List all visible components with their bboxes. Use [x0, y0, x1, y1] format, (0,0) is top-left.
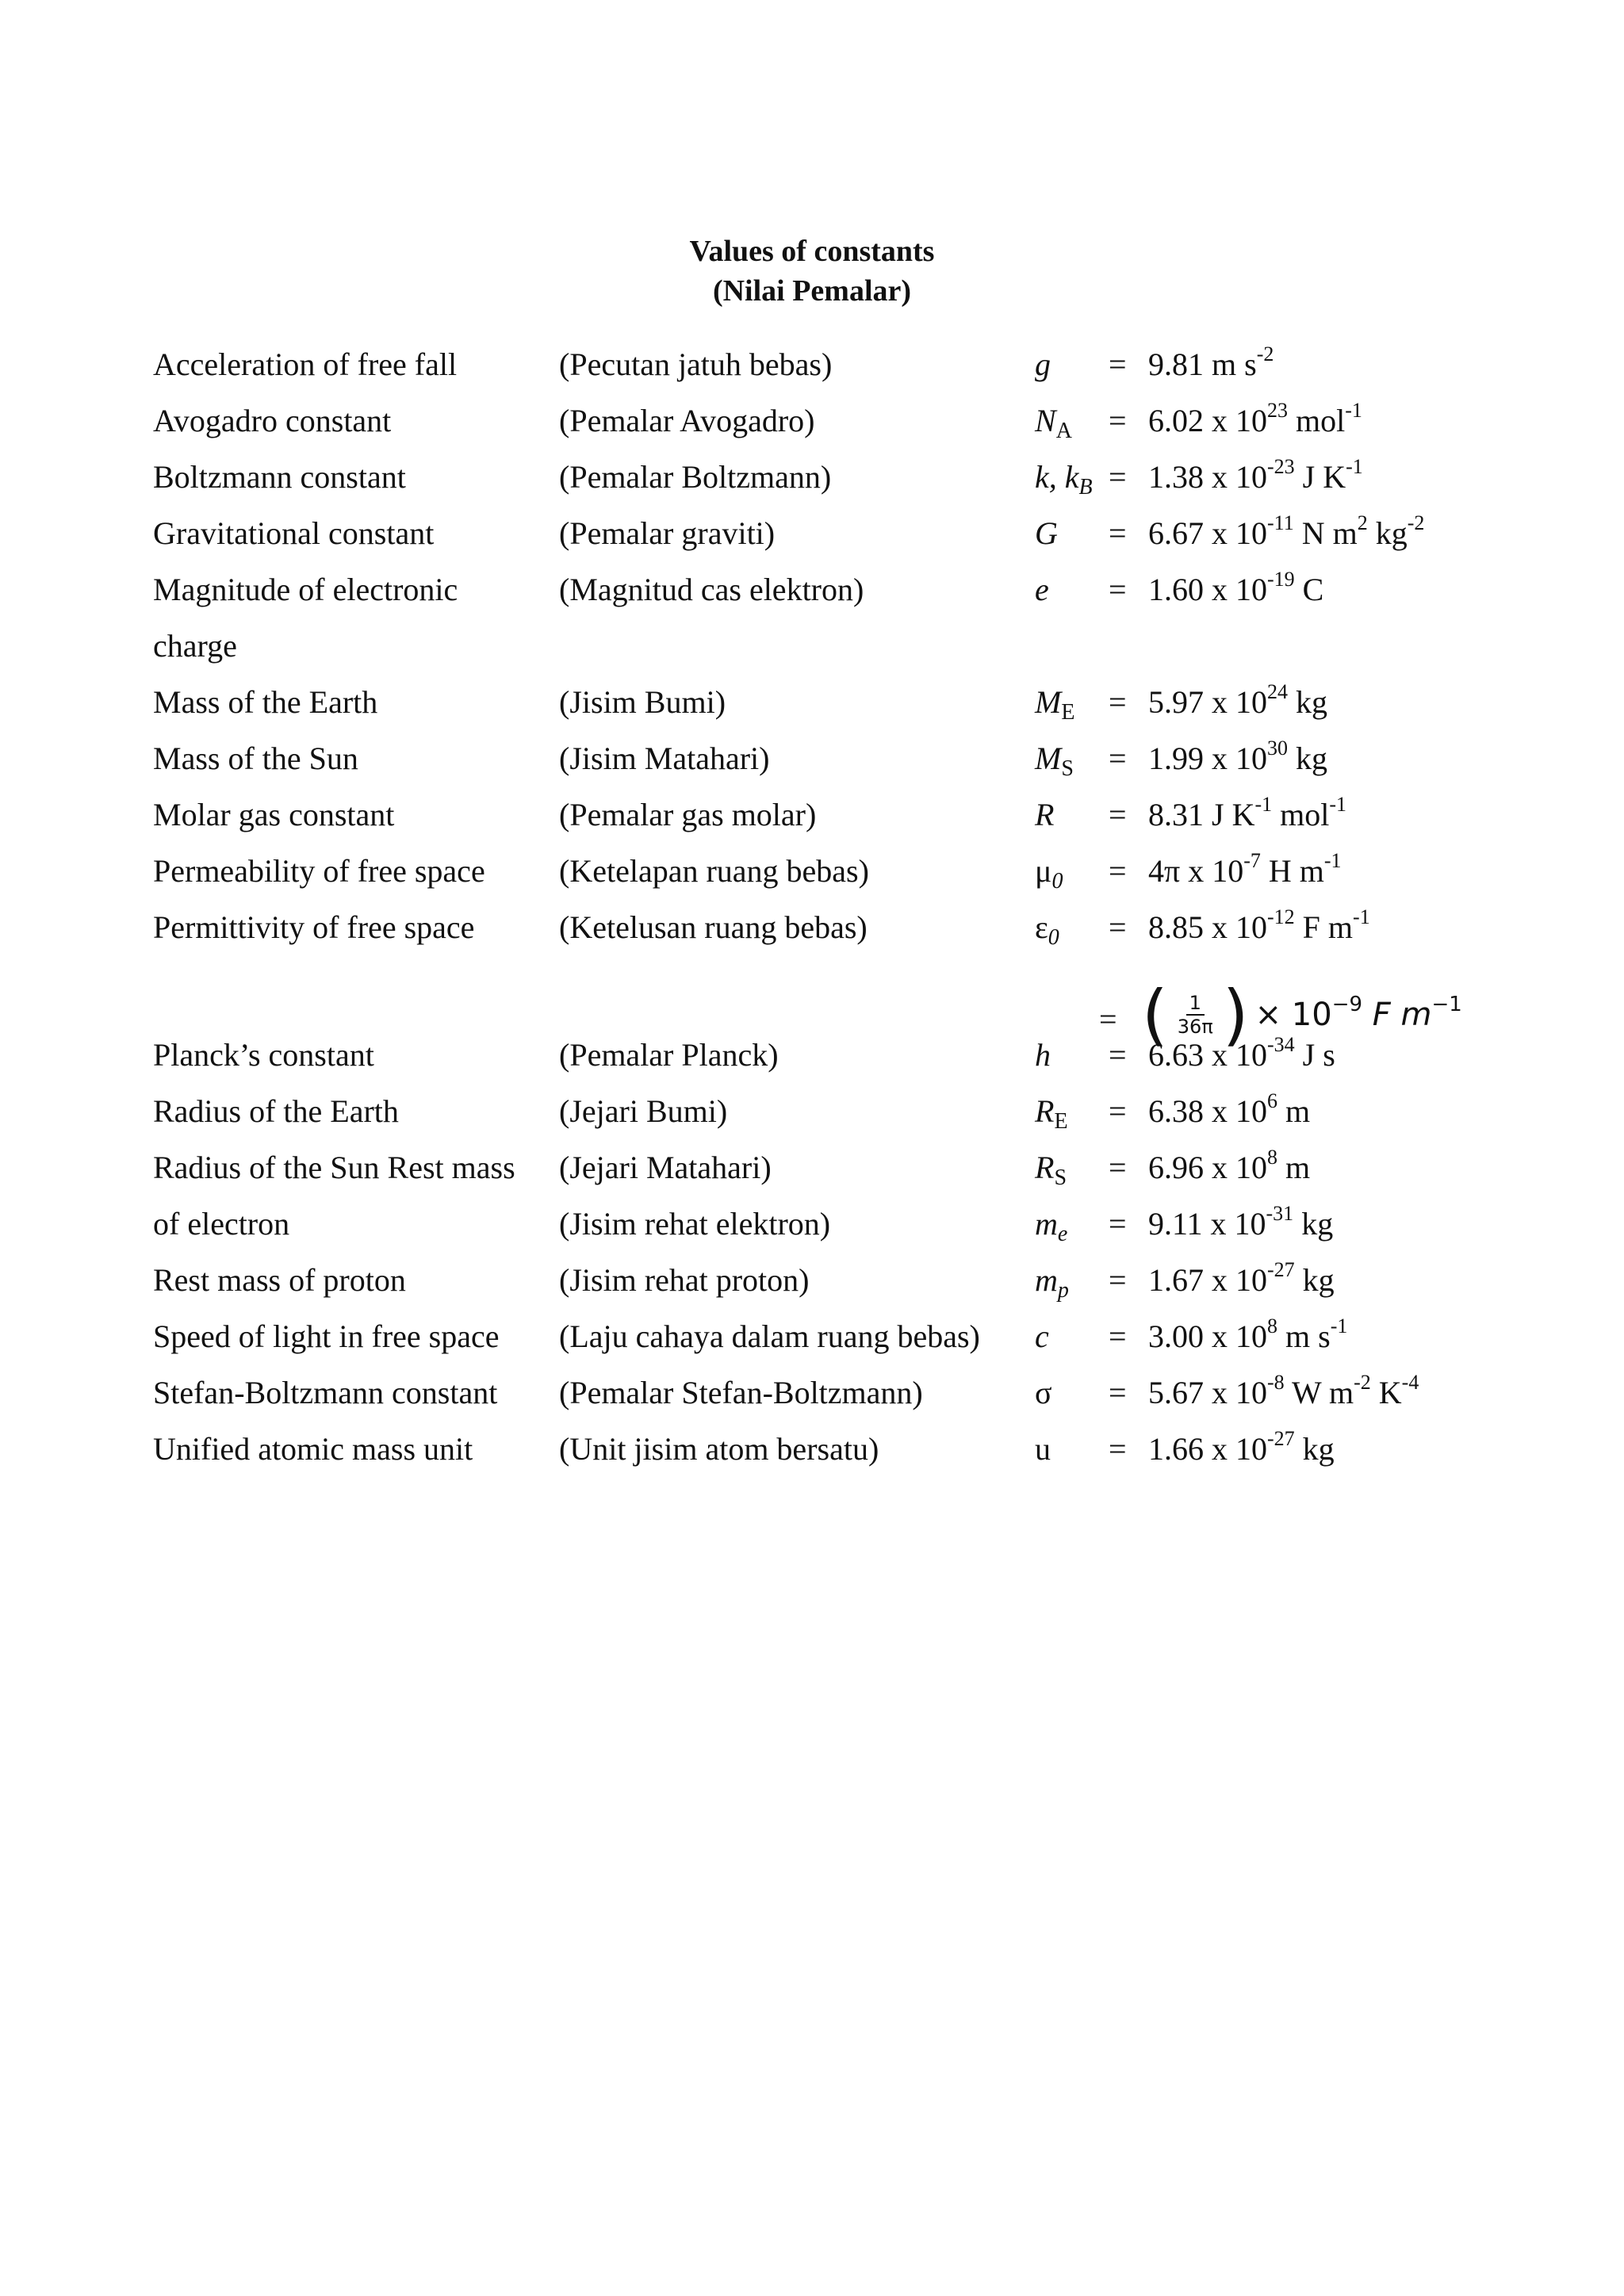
constant-symbol	[1035, 397, 1072, 445]
value-tail: kg	[1288, 684, 1327, 720]
value-exp: 24	[1267, 680, 1288, 703]
constant-value	[1148, 791, 1346, 839]
table-row	[0, 622, 1624, 679]
constant-name-en: Molar gas constant	[153, 797, 395, 832]
constant-symbol	[1035, 848, 1063, 895]
equals-sign: =	[1109, 853, 1127, 889]
symbol-text: m	[1035, 1262, 1058, 1298]
value-tail: C	[1294, 572, 1324, 607]
constant-value	[1148, 510, 1424, 557]
constant-name-en: Radius of the Earth	[153, 1093, 399, 1129]
value-tail: m s	[1277, 1318, 1331, 1354]
symbol-subscript: S	[1061, 756, 1074, 781]
constant-name-en: Magnitude of electronic	[153, 572, 458, 607]
symbol-text: ε	[1035, 909, 1048, 945]
table-row	[0, 735, 1624, 791]
value-exp: -7	[1243, 849, 1261, 872]
symbol-subscript: E	[1054, 1109, 1068, 1134]
equals-sign: =	[1109, 1318, 1127, 1354]
value-tail: kg	[1288, 740, 1327, 776]
equals-sign: =	[1109, 684, 1127, 720]
constant-name-ms: (Pemalar Stefan-Boltzmann)	[559, 1375, 923, 1410]
symbol-subscript: 0	[1048, 925, 1059, 950]
value-mant: 1.67 x 10	[1148, 1262, 1267, 1298]
constant-name-en: Planck’s constant	[153, 1037, 374, 1073]
constant-name-en: of electron	[153, 1206, 290, 1242]
constant-symbol	[1035, 1425, 1051, 1473]
value-mant: 6.63 x 10	[1148, 1037, 1267, 1073]
constant-symbol	[1035, 735, 1074, 783]
constant-symbol	[1035, 1313, 1049, 1360]
constant-symbol	[1035, 679, 1074, 726]
constant-symbol	[1035, 791, 1054, 839]
constant-name-ms: (Jisim Matahari)	[559, 740, 770, 776]
constant-value	[1148, 1257, 1335, 1304]
constant-name-en: Speed of light in free space	[153, 1318, 500, 1354]
constant-value	[1148, 1425, 1335, 1473]
constant-name-en: Boltzmann constant	[153, 459, 406, 495]
constant-symbol	[1035, 341, 1051, 388]
page-title: Values of constants	[689, 235, 935, 268]
equals-sign: =	[1109, 1093, 1127, 1129]
equals-sign: =	[1109, 403, 1127, 438]
table-row	[0, 1144, 1624, 1200]
symbol-text: G	[1035, 515, 1058, 551]
page-subtitle: (Nilai Pemalar)	[712, 274, 912, 308]
symbol-subscript: p	[1057, 1278, 1069, 1303]
constant-symbol	[1035, 510, 1058, 557]
constant-name-ms: (Laju cahaya dalam ruang bebas)	[559, 1318, 980, 1354]
value-exp: 30	[1267, 737, 1288, 760]
table-row	[0, 1200, 1624, 1257]
symbol-text: c	[1035, 1318, 1049, 1354]
equals-sign: =	[1109, 797, 1127, 832]
symbol-text: σ	[1035, 1375, 1052, 1410]
value-tail: H m	[1260, 853, 1324, 889]
constant-value	[1148, 735, 1327, 783]
equals-sign: =	[1109, 1206, 1127, 1242]
value-exp2: -1	[1329, 793, 1347, 816]
constant-name-ms: (Jisim rehat elektron)	[559, 1206, 831, 1242]
constant-symbol	[1035, 1257, 1069, 1304]
equals-sign: =	[1109, 572, 1127, 607]
value-exp: -19	[1267, 568, 1295, 591]
symbol-text: μ	[1035, 853, 1052, 889]
permittivity-alt-formula	[1142, 976, 1462, 1054]
value-exp2: -1	[1346, 455, 1363, 478]
constant-name-en: Stefan-Boltzmann constant	[153, 1375, 498, 1410]
formula-rest: × $10^{-9}$ F $m^{-1}$	[1254, 993, 1462, 1033]
value-tail: J K	[1294, 459, 1346, 495]
symbol-text: k, k	[1035, 459, 1079, 495]
value-exp: -31	[1266, 1202, 1294, 1225]
value-exp: -1	[1254, 793, 1273, 816]
value-mant: 8.31 J K	[1148, 797, 1255, 832]
value-tail: J s	[1294, 1037, 1335, 1073]
value-mant: 6.38 x 10	[1148, 1093, 1267, 1129]
value-exp2: -1	[1345, 399, 1362, 422]
constant-value	[1148, 848, 1342, 895]
symbol-text: N	[1035, 403, 1056, 438]
constant-value	[1148, 904, 1370, 951]
table-row	[0, 510, 1624, 566]
value-exp: -2	[1256, 342, 1274, 365]
constant-name-ms: (Jejari Matahari)	[559, 1150, 772, 1185]
symbol-text: m	[1035, 1206, 1058, 1242]
constant-name-ms: (Ketelusan ruang bebas)	[559, 909, 868, 945]
value-mant: 1.99 x 10	[1148, 740, 1267, 776]
equals-sign: =	[1109, 1150, 1127, 1185]
symbol-text: g	[1035, 346, 1051, 382]
value-tail: m	[1277, 1093, 1311, 1129]
constant-name-ms: (Pemalar Planck)	[559, 1037, 779, 1073]
value-tail: N m	[1293, 515, 1358, 551]
symbol-text: R	[1035, 1093, 1055, 1129]
value-exp: 6	[1267, 1089, 1277, 1112]
value-exp: 8	[1267, 1146, 1277, 1169]
constant-name-ms: (Pemalar Boltzmann)	[559, 459, 832, 495]
title-block	[0, 232, 1624, 311]
equals-sign: =	[1109, 1431, 1127, 1467]
symbol-subscript: A	[1055, 419, 1072, 443]
constant-name-en: Mass of the Earth	[153, 684, 378, 720]
table-row	[0, 566, 1624, 622]
constant-name-ms: (Jisim Bumi)	[559, 684, 726, 720]
constant-value	[1148, 679, 1327, 726]
symbol-subscript: E	[1061, 700, 1075, 725]
constant-name-en: Gravitational constant	[153, 515, 435, 551]
constant-symbol	[1035, 566, 1049, 614]
value-tail2: kg	[1367, 515, 1408, 551]
value-exp2: -2	[1354, 1371, 1371, 1394]
value-exp: -27	[1267, 1258, 1295, 1281]
equals-sign: =	[1109, 740, 1127, 776]
equals-sign: =	[1109, 1262, 1127, 1298]
fraction	[1174, 992, 1216, 1038]
constant-value	[1148, 453, 1363, 501]
constant-name-en: Permeability of free space	[153, 853, 485, 889]
value-tail: mol	[1288, 403, 1346, 438]
symbol-text: M	[1035, 684, 1062, 720]
value-exp2: 2	[1357, 511, 1368, 534]
constant-value	[1148, 566, 1323, 614]
table-row	[0, 1313, 1624, 1369]
constant-name-en: Radius of the Sun Rest mass	[153, 1150, 515, 1185]
constant-symbol	[1035, 1200, 1067, 1248]
equals-sign: =	[1109, 1375, 1127, 1410]
value-exp: -12	[1267, 905, 1295, 928]
table-row	[0, 1425, 1624, 1482]
value-tail: mol	[1272, 797, 1330, 832]
value-exp: -34	[1267, 1033, 1295, 1056]
right-paren: )	[1222, 976, 1249, 1054]
constant-value	[1148, 1144, 1310, 1192]
value-exp3: -2	[1407, 511, 1425, 534]
constant-name-ms: (Pemalar gas molar)	[559, 797, 817, 832]
value-tail2: K	[1370, 1375, 1402, 1410]
value-mant: 6.02 x 10	[1148, 403, 1267, 438]
table-row	[0, 791, 1624, 848]
value-mant: 8.85 x 10	[1148, 909, 1267, 945]
value-mant: 1.66 x 10	[1148, 1431, 1267, 1467]
left-paren: (	[1142, 976, 1168, 1054]
value-exp2: -1	[1323, 849, 1342, 872]
value-tail: W m	[1284, 1375, 1354, 1410]
constant-name-en: Rest mass of proton	[153, 1262, 406, 1298]
symbol-text: u	[1035, 1431, 1051, 1467]
constant-name-ms: (Pemalar Avogadro)	[559, 403, 815, 438]
table-row	[0, 1257, 1624, 1313]
constant-name-ms: (Unit jisim atom bersatu)	[559, 1431, 879, 1467]
value-mant: 6.67 x 10	[1148, 515, 1267, 551]
value-tail: kg	[1294, 1262, 1335, 1298]
constant-symbol	[1035, 1369, 1052, 1417]
value-exp2: -1	[1353, 905, 1370, 928]
value-mant: 6.96 x 10	[1148, 1150, 1267, 1185]
symbol-text: M	[1035, 740, 1062, 776]
symbol-text: R	[1035, 797, 1055, 832]
constant-value	[1148, 397, 1362, 445]
constant-name-en: Permittivity of free space	[153, 909, 475, 945]
value-mant: 1.38 x 10	[1148, 459, 1267, 495]
constant-name-ms: (Jisim rehat proton)	[559, 1262, 810, 1298]
value-tail: F m	[1294, 909, 1354, 945]
constant-value	[1148, 1088, 1310, 1135]
constant-name-en: charge	[153, 628, 237, 664]
constant-name-ms: (Pecutan jatuh bebas)	[559, 346, 833, 382]
value-mant: 5.67 x 10	[1148, 1375, 1267, 1410]
equals-sign: =	[1109, 1037, 1127, 1073]
value-mant: 1.60 x 10	[1148, 572, 1267, 607]
symbol-subscript: B	[1078, 475, 1093, 499]
constant-symbol	[1035, 904, 1059, 951]
value-exp: -23	[1267, 455, 1295, 478]
constant-symbol	[1035, 1144, 1067, 1192]
table-row	[0, 904, 1624, 960]
value-tail: m	[1277, 1150, 1311, 1185]
value-exp: 8	[1267, 1314, 1277, 1337]
value-exp: -11	[1267, 511, 1294, 534]
value-exp: 23	[1267, 399, 1288, 422]
constant-name-ms: (Pemalar graviti)	[559, 515, 776, 551]
constant-value	[1148, 1200, 1333, 1248]
constant-name-ms: (Jejari Bumi)	[559, 1093, 728, 1129]
constant-symbol	[1035, 1031, 1051, 1079]
constant-value	[1148, 1313, 1347, 1360]
value-exp3: -4	[1401, 1371, 1419, 1394]
equals-sign: =	[1109, 909, 1127, 945]
value-mant: 5.97 x 10	[1148, 684, 1267, 720]
table-row	[0, 679, 1624, 735]
constant-name-ms: (Ketelapan ruang bebas)	[559, 853, 869, 889]
value-mant: 9.81 m s	[1148, 346, 1257, 382]
table-row	[0, 1088, 1624, 1144]
constant-name-en: Unified atomic mass unit	[153, 1431, 473, 1467]
symbol-subscript: S	[1054, 1165, 1067, 1190]
fraction-numerator: 1	[1186, 992, 1205, 1016]
constant-value	[1148, 1369, 1419, 1417]
value-exp: -8	[1267, 1371, 1285, 1394]
constant-name-en: Avogadro constant	[153, 403, 392, 438]
table-row	[0, 848, 1624, 904]
symbol-subscript: e	[1057, 1222, 1068, 1246]
value-tail: kg	[1293, 1206, 1334, 1242]
table-row	[0, 1369, 1624, 1425]
symbol-text: h	[1035, 1037, 1051, 1073]
value-tail: kg	[1294, 1431, 1335, 1467]
equals-sign: =	[1109, 346, 1127, 382]
fraction-denominator: 36π	[1177, 1016, 1213, 1038]
constant-symbol	[1035, 453, 1093, 501]
constant-name-ms: (Magnitud cas elektron)	[559, 572, 864, 607]
equals-sign: =	[1109, 459, 1127, 495]
equals-sign: =	[1109, 515, 1127, 551]
table-row	[0, 397, 1624, 453]
symbol-text: e	[1035, 572, 1049, 607]
permittivity-alt-equals: =	[1099, 1001, 1117, 1037]
value-mant: 4π x 10	[1148, 853, 1244, 889]
table-row	[0, 453, 1624, 510]
table-row	[0, 341, 1624, 397]
value-mant: 9.11 x 10	[1148, 1206, 1266, 1242]
value-mant: 3.00 x 10	[1148, 1318, 1267, 1354]
value-exp: -27	[1267, 1427, 1295, 1450]
value-exp2: -1	[1330, 1314, 1348, 1337]
constant-value	[1148, 341, 1274, 388]
constant-symbol	[1035, 1088, 1068, 1135]
constant-name-en: Mass of the Sun	[153, 740, 358, 776]
symbol-subscript: 0	[1051, 869, 1063, 894]
symbol-text: R	[1035, 1150, 1055, 1185]
constant-name-en: Acceleration of free fall	[153, 346, 458, 382]
